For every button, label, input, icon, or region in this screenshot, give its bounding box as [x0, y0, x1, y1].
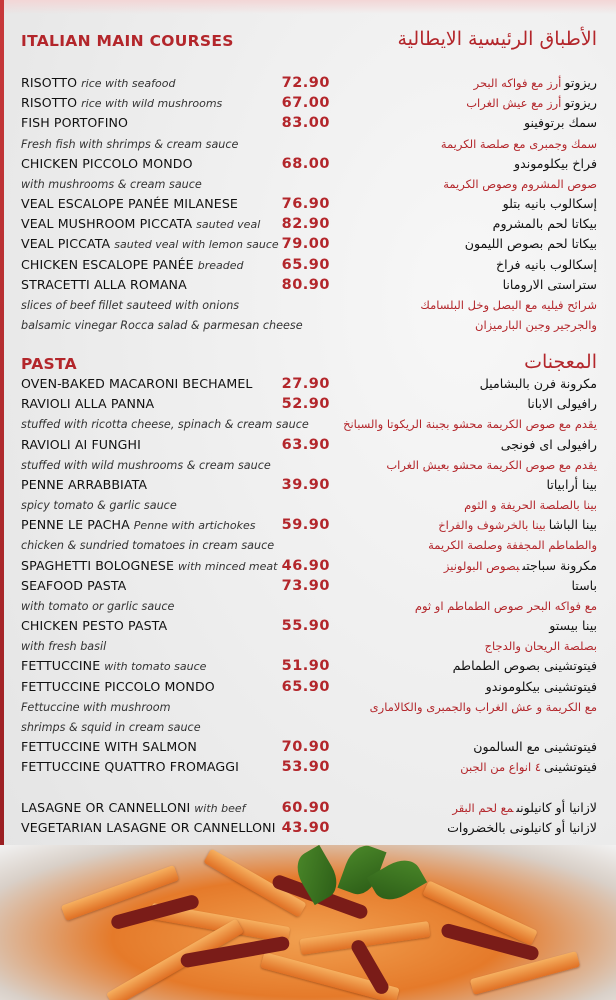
item-name-ar: فيتوتشينى بيكلوموندو	[485, 678, 597, 694]
menu-item-description	[0, 495, 616, 515]
item-arabic	[474, 73, 597, 93]
item-arabic	[514, 154, 597, 174]
item-name: FETTUCCINE PICCOLO MONDO	[21, 678, 215, 694]
item-name: OVEN-BAKED MACARONI BECHAMEL	[21, 376, 253, 391]
item-price: 52.90	[281, 396, 330, 413]
item-name: RISOTTO	[21, 75, 78, 90]
menu-item	[0, 818, 616, 838]
item-name-ar: فيتوتشينى	[544, 759, 597, 775]
item-english	[21, 394, 154, 414]
menu-item-description	[0, 295, 616, 315]
item-name-ar: بينا بيستو	[549, 618, 597, 634]
menu-item-description	[0, 455, 616, 475]
item-name-ar: إسكالوب بانيه بتلو	[502, 196, 597, 212]
item-english	[21, 475, 147, 495]
menu-item	[0, 677, 616, 697]
item-arabic	[370, 697, 597, 717]
item-price: 83.00	[281, 115, 330, 132]
menu-item	[0, 374, 616, 394]
item-english	[21, 154, 193, 174]
item-arabic	[485, 636, 597, 656]
item-name: CHICKEN ESCALOPE PANÉE	[21, 256, 194, 272]
item-arabic	[386, 455, 597, 475]
item-english	[21, 214, 260, 235]
item-name-ar: لازانيا أو كانيلونى بالخضروات	[447, 820, 597, 836]
item-description-ar: أرز مع فواكه البحر	[473, 76, 562, 90]
menu-item	[0, 798, 616, 818]
item-name: CHICKEN PESTO PASTA	[21, 618, 168, 634]
item-english	[21, 194, 238, 214]
item-description-ar: بصوص البولونيز	[443, 558, 520, 573]
item-arabic	[501, 435, 597, 455]
item-english	[21, 636, 106, 657]
item-name-ar: ريزوتو	[564, 95, 597, 111]
item-english	[21, 697, 171, 718]
item-price: 59.90	[281, 517, 330, 534]
item-english	[21, 556, 277, 577]
item-price: 68.00	[281, 155, 330, 172]
item-english	[21, 677, 215, 697]
item-description: stuffed with wild mushrooms & cream sauce	[21, 458, 271, 472]
menu-item	[0, 475, 616, 495]
item-description-ar: يقدم مع صوص الكريمة محشو بجبنة الريكوتا والسبانخ	[343, 417, 597, 432]
main-courses-title-en: ITALIAN MAIN COURSES	[21, 32, 234, 50]
item-description: spicy tomato & garlic sauce	[21, 499, 177, 513]
item-english	[21, 757, 239, 777]
item-name: VEAL MUSHROOM PICCATA	[21, 216, 193, 232]
item-arabic	[453, 656, 597, 676]
item-name: RISOTTO	[21, 95, 78, 111]
item-description: with tomato or garlic sauce	[21, 599, 175, 613]
item-english	[21, 616, 167, 636]
item-price: 82.90	[281, 216, 330, 233]
item-name: FETTUCCINE	[21, 658, 101, 674]
menu-item-description	[0, 315, 616, 335]
item-description-ar: شرائح فيليه مع البصل وخل البلسامك	[420, 297, 597, 312]
item-description: slices of beef fillet sauteed with onions	[21, 298, 240, 312]
item-arabic	[447, 818, 597, 838]
item-name-ar: لازانيا أو كانيلونى	[516, 800, 597, 815]
item-name-ar: باستا	[571, 577, 597, 593]
item-english	[21, 93, 222, 114]
menu-item-description	[0, 414, 616, 434]
item-english	[21, 255, 244, 276]
menu-item-description	[0, 697, 616, 717]
item-arabic	[428, 535, 597, 555]
item-price: 67.00	[281, 95, 330, 112]
item-arabic	[527, 394, 597, 414]
item-price: 76.90	[281, 196, 330, 213]
menu-item	[0, 154, 616, 174]
item-description-ar: مع لحم البقر	[452, 801, 514, 815]
item-arabic	[443, 174, 597, 194]
item-name: RAVIOLI ALLA PANNA	[21, 396, 155, 412]
menu-item	[0, 214, 616, 234]
item-name-ar: إسكالوب بانيه فراخ	[495, 256, 597, 272]
item-arabic	[496, 255, 597, 275]
item-english	[21, 717, 201, 738]
menu-item	[0, 394, 616, 414]
item-price: 53.90	[281, 759, 330, 776]
item-price: 39.90	[281, 476, 330, 493]
item-price: 80.90	[281, 276, 330, 293]
item-arabic	[452, 798, 597, 818]
main-courses-list	[0, 73, 616, 335]
item-description-ar: بصلصة الريحان والدجاج	[484, 639, 597, 654]
item-english	[21, 295, 239, 316]
item-arabic	[460, 757, 597, 777]
item-name-ar: بيكاتا لحم بالمشروم	[492, 216, 597, 232]
item-name: FISH PORTOFINO	[21, 115, 129, 131]
pasta-title-en: PASTA	[21, 355, 77, 373]
pasta-list	[0, 374, 616, 777]
menu-item	[0, 515, 616, 535]
item-description: Penne with artichokes	[133, 519, 256, 533]
item-english	[21, 535, 274, 556]
item-name-ar: بينا الباشا	[548, 517, 597, 533]
item-arabic	[465, 234, 597, 254]
item-english	[21, 515, 256, 536]
item-english	[21, 435, 141, 455]
item-english	[21, 315, 303, 336]
item-name: VEAL PICCATA	[21, 236, 111, 252]
item-name-ar: مكرونة سباجتى	[522, 557, 597, 573]
menu-item	[0, 737, 616, 757]
item-name: STRACETTI ALLA ROMANA	[21, 276, 187, 292]
item-price: 72.90	[281, 75, 330, 91]
item-description: with fresh basil	[21, 640, 107, 654]
menu-item-description	[0, 596, 616, 616]
item-arabic	[415, 596, 597, 616]
item-english	[21, 275, 187, 295]
menu-item	[0, 576, 616, 596]
menu-item	[0, 656, 616, 676]
item-name: SPAGHETTI BOLOGNESE	[21, 557, 175, 573]
menu-item	[0, 93, 616, 113]
item-description: Fresh fish with shrimps & cream sauce	[21, 137, 239, 151]
item-price: 43.90	[281, 820, 330, 837]
item-description: breaded	[197, 258, 244, 272]
item-description: sauted veal	[196, 218, 261, 232]
item-english	[21, 374, 253, 394]
item-name: PENNE ARRABBIATA	[21, 476, 148, 492]
item-arabic	[343, 414, 597, 434]
menu-item	[0, 194, 616, 214]
item-description: balsamic vinegar Rocca salad & parmesan cheese	[21, 319, 303, 333]
item-arabic	[493, 214, 597, 234]
item-price: 63.90	[281, 436, 330, 453]
menu-item	[0, 757, 616, 777]
menu-item	[0, 73, 616, 93]
item-english	[21, 174, 202, 195]
item-english	[21, 113, 128, 133]
menu-item	[0, 113, 616, 133]
item-name-ar: ستراستى الارومانا	[502, 276, 597, 292]
item-description-ar: بينا بالصلصة الحريفة و الثوم	[464, 498, 597, 513]
item-price: 55.90	[281, 618, 330, 635]
item-description: with minced meat	[178, 559, 278, 573]
item-arabic	[549, 616, 597, 636]
menu-item	[0, 275, 616, 295]
item-description-ar: مع فواكه البحر صوص الطماطم او ثوم	[414, 598, 597, 613]
item-description-ar: والطماطم المجففة وصلصة الكريمة	[428, 538, 597, 553]
item-price: 65.90	[281, 678, 330, 695]
item-name: RAVIOLI AI FUNGHI	[21, 436, 141, 452]
item-description: chicken & sundried tomatoes in cream sauce	[21, 539, 275, 553]
item-description: rice with wild mushrooms	[81, 97, 223, 111]
item-english	[21, 455, 271, 476]
item-arabic	[464, 495, 597, 515]
top-band	[0, 0, 616, 14]
item-name-ar: بينا أرابياتا	[546, 476, 597, 492]
item-english	[21, 798, 246, 819]
item-english	[21, 818, 276, 838]
item-description: shrimps & squid in cream sauce	[21, 720, 201, 734]
item-name-ar: فيتوتشينى بصوص الطماطم	[452, 658, 597, 674]
item-arabic	[420, 295, 597, 315]
item-description: Fettuccine with mushroom	[21, 700, 171, 714]
item-name-ar: ريزوتو	[564, 75, 597, 90]
item-arabic	[524, 113, 597, 133]
item-name: VEGETARIAN LASAGNE OR CANNELLONI	[21, 820, 276, 836]
item-name: FETTUCCINE WITH SALMON	[21, 739, 197, 755]
pasta-title-ar: المعجنات	[524, 351, 597, 373]
item-description: with tomato sauce	[104, 660, 207, 674]
item-description: sauted veal with lemon sauce	[114, 238, 279, 252]
item-english	[21, 134, 238, 155]
pasta-dish-photo	[0, 845, 616, 1000]
menu-item-description	[0, 174, 616, 194]
menu-item	[0, 556, 616, 576]
lasagne-list	[0, 798, 616, 838]
item-arabic	[571, 576, 597, 596]
item-arabic	[503, 275, 597, 295]
item-description-ar: ٤ انواع من الجبن	[460, 760, 542, 775]
item-name-ar: بيكاتا لحم بصوص الليمون	[464, 236, 597, 252]
item-price: 27.90	[281, 376, 330, 392]
item-arabic	[441, 134, 597, 154]
item-arabic	[438, 515, 597, 535]
item-arabic	[546, 475, 597, 495]
item-price: 60.90	[281, 800, 330, 816]
item-english	[21, 737, 197, 757]
item-english	[21, 414, 309, 435]
item-name-ar: رافيولى اى فونجى	[500, 436, 597, 452]
item-description-ar: سمك وجمبرى مع صلصة الكريمة	[440, 136, 597, 151]
item-description: with beef	[194, 802, 246, 815]
item-name: CHICKEN PICCOLO MONDO	[21, 155, 193, 171]
item-price: 51.90	[281, 658, 330, 675]
item-price: 73.90	[281, 577, 330, 594]
item-english	[21, 73, 175, 94]
item-arabic	[475, 315, 597, 335]
item-english	[21, 576, 126, 596]
item-price: 70.90	[281, 739, 330, 756]
item-name: SEAFOOD PASTA	[21, 577, 127, 593]
menu-item-description	[0, 134, 616, 154]
item-english	[21, 495, 177, 516]
item-name-ar: سمك برتوفينو	[523, 115, 597, 131]
item-name: LASAGNE OR CANNELLONI	[21, 800, 191, 815]
item-english	[21, 234, 279, 255]
item-description-ar: والجرجير وجبن البارميزان	[475, 318, 597, 333]
item-arabic	[466, 93, 597, 113]
item-price: 65.90	[281, 256, 330, 273]
item-arabic	[486, 677, 597, 697]
main-courses-title-ar: الأطباق الرئيسية الايطالية	[397, 28, 597, 50]
item-arabic	[473, 737, 597, 757]
item-english	[21, 656, 206, 677]
item-price: 46.90	[281, 557, 330, 574]
menu-item	[0, 234, 616, 254]
item-name-ar: فراخ بيكلوموندو	[514, 155, 597, 171]
item-name: PENNE LE PACHA	[21, 517, 130, 533]
menu-item-description	[0, 535, 616, 555]
item-description-ar: صوص المشروم وصوص الكريمة	[443, 176, 597, 191]
item-name: FETTUCCINE QUATTRO FROMAGGI	[21, 759, 239, 775]
item-arabic	[503, 194, 597, 214]
item-arabic	[480, 374, 597, 394]
menu-item	[0, 435, 616, 455]
menu-item-description	[0, 717, 616, 737]
item-description: rice with seafood	[81, 77, 176, 90]
item-arabic	[444, 556, 597, 576]
item-description: with mushrooms & cream sauce	[21, 177, 202, 191]
item-name-ar: فيتوتشينى مع السالمون	[473, 739, 597, 755]
menu-item	[0, 255, 616, 275]
item-name: VEAL ESCALOPE PANÉE MILANESE	[21, 196, 238, 212]
item-name-ar: مكرونة فرن بالبشاميل	[479, 376, 597, 391]
item-description-ar: يقدم مع صوص الكريمة محشو بعيش الغراب	[386, 457, 597, 472]
item-description-ar: أرز مع عيش الغراب	[466, 96, 562, 111]
menu-item-description	[0, 636, 616, 656]
item-description-ar: مع الكريمة و عش الغراب والجمبرى والكالامارى	[369, 699, 597, 714]
item-description: stuffed with ricotta cheese, spinach & cream sauce	[21, 418, 309, 432]
menu-item	[0, 616, 616, 636]
item-price: 79.00	[281, 236, 330, 253]
item-english	[21, 596, 174, 617]
item-name-ar: رافيولى الابانا	[527, 396, 597, 412]
item-description-ar: بينا بالخرشوف والفراخ	[438, 518, 546, 533]
